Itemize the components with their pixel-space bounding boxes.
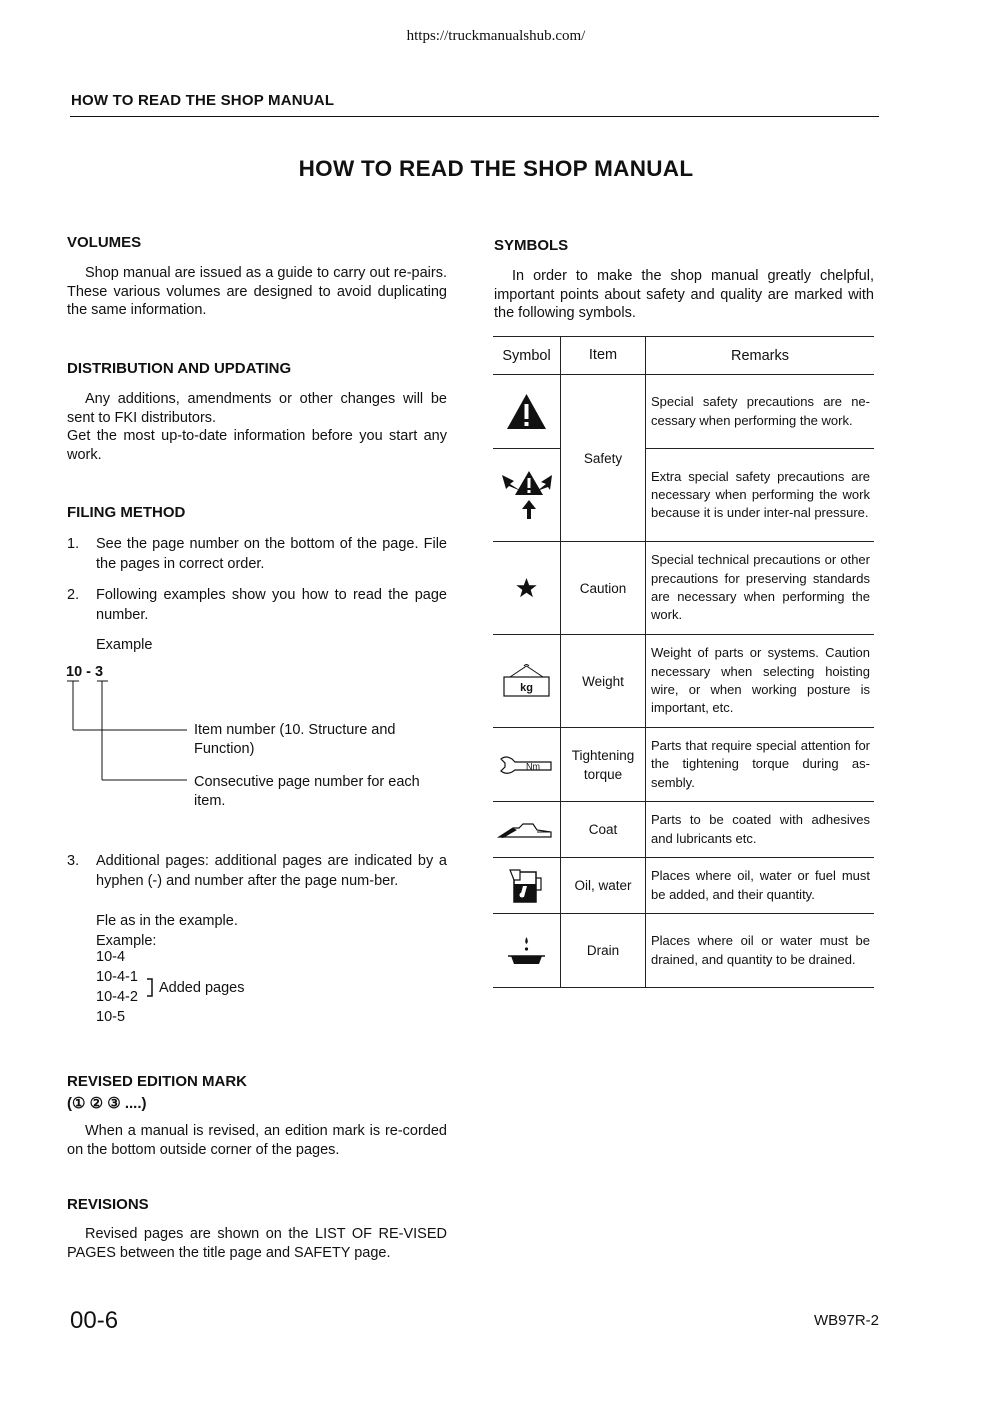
page-number-diagram (60, 678, 200, 788)
weight-kg-icon (493, 635, 561, 728)
header-rule (70, 116, 879, 117)
filing-heading: FILING METHOD (67, 504, 186, 521)
item-coat: Coat (561, 802, 646, 858)
page-example-1: 10-4 (96, 949, 126, 965)
page-example-4: 10-5 (96, 1009, 126, 1025)
column-header-symbol: Symbol (493, 337, 561, 375)
star-icon (493, 542, 561, 635)
table-row (493, 858, 874, 914)
revised-mark-symbols: (① ② ③ ....) (67, 1095, 147, 1112)
list-number: 3. (67, 853, 80, 869)
remarks-oil-water: Places where oil, water or fuel must be added, and their quantity. (646, 858, 875, 914)
table-row (493, 914, 874, 988)
weight-icon-label: kg (520, 682, 533, 694)
page-example-2: 10-4-1 (96, 969, 138, 985)
table-header-row (493, 337, 874, 375)
item-tightening-torque: Tightening torque (561, 728, 646, 802)
filing-item-2 (67, 586, 447, 626)
symbols-heading: SYMBOLS (494, 237, 569, 254)
warning-triangle-icon (493, 375, 561, 449)
torque-icon-label: Nm (526, 761, 540, 771)
example-2-label: Example: (96, 933, 157, 949)
remarks-coat: Parts to be coated with adhesives and lubricants etc. (646, 802, 875, 858)
distribution-text-2: Get the most up-to-date information before you start any work. (67, 428, 447, 463)
page-number: 00-6 (70, 1307, 119, 1334)
remarks-safety-pressure: Extra special safety precautions are necessary when performing the work because it is under inter-nal pressure. (646, 449, 875, 542)
table-row (493, 728, 874, 802)
distribution-text-1: Any additions, amendments or other changes will be sent to FKI distributors. (67, 391, 447, 426)
added-pages-label: Added pages (159, 980, 245, 996)
volumes-text: Shop manual are issued as a guide to carry out re-pairs. These various volumes are designed to avoid duplicating the same information. (67, 265, 447, 318)
symbols-intro: In order to make the shop manual greatly chelpful, important points about safety and quality are marked with the following symbols. (494, 268, 874, 321)
remarks-tightening-torque: Parts that require special attention for the tightening torque during as-sembly. (646, 728, 875, 802)
filing-item-1 (67, 535, 447, 575)
example-page-number: 10 - 3 (66, 664, 104, 680)
list-number: 2. (67, 587, 80, 603)
revised-mark-heading: REVISED EDITION MARK (67, 1073, 248, 1090)
revisions-heading: REVISIONS (67, 1196, 149, 1213)
page-title: HOW TO READ THE SHOP MANUAL (298, 156, 694, 181)
item-drain: Drain (561, 914, 646, 988)
list-text: Additional pages: additional pages are indicated by a hyphen (-) and number after the page num-ber. (96, 853, 447, 889)
oil-jug-icon (493, 858, 561, 914)
remarks-caution: Special technical precautions or other precautions for preserving standards are necessary when performing the work. (646, 542, 875, 635)
callout-page-number: Consecutive page number for each item. (194, 774, 420, 809)
table-row (493, 449, 874, 542)
volumes-heading: VOLUMES (67, 234, 142, 251)
list-text: Following examples show you how to read the page number. (96, 587, 447, 623)
remarks-drain: Places where oil or water must be drained, and quantity to be drained. (646, 914, 875, 988)
table-row (493, 635, 874, 728)
remarks-weight: Weight of parts or systems. Caution necessary when selecting hoisting wire, or when working posture is important, etc. (646, 635, 875, 728)
model-number: WB97R-2 (814, 1312, 880, 1329)
callout-item-number: Item number (10. Structure and Function) (194, 722, 396, 757)
item-weight: Weight (561, 635, 646, 728)
table-row (493, 802, 874, 858)
distribution-heading: DISTRIBUTION AND UPDATING (67, 360, 292, 377)
drain-icon (493, 914, 561, 988)
page-example-3: 10-4-2 (96, 989, 138, 1005)
file-as-note: Fle as in the example. (96, 913, 238, 929)
item-safety: Safety (561, 375, 646, 542)
list-number: 1. (67, 536, 80, 552)
table-row (493, 375, 874, 449)
example-label: Example (96, 637, 153, 653)
column-header-remarks: Remarks (646, 337, 875, 375)
revisions-text: Revised pages are shown on the LIST OF RE-VISED PAGES between the title page and SAFETY page. (67, 1226, 447, 1261)
remarks-safety: Special safety precautions are ne-cessary when performing the work. (646, 375, 875, 449)
oil-can-icon (493, 802, 561, 858)
list-text: See the page number on the bottom of the page. File the pages in correct order. (96, 536, 447, 572)
table-row (493, 542, 874, 635)
filing-item-3 (67, 852, 447, 912)
torque-wrench-icon (493, 728, 561, 802)
source-url[interactable]: https://truckmanualshub.com/ (406, 28, 586, 44)
pressure-warning-icon (493, 449, 561, 542)
symbols-table (493, 336, 874, 988)
item-oil-water: Oil, water (561, 858, 646, 914)
revised-mark-text: When a manual is revised, an edition mark is re-corded on the bottom outside corner of the pages. (67, 1123, 447, 1158)
running-header: HOW TO READ THE SHOP MANUAL (71, 92, 335, 109)
column-header-item: Item (561, 337, 646, 375)
item-caution: Caution (561, 542, 646, 635)
added-pages-bracket (145, 978, 155, 998)
